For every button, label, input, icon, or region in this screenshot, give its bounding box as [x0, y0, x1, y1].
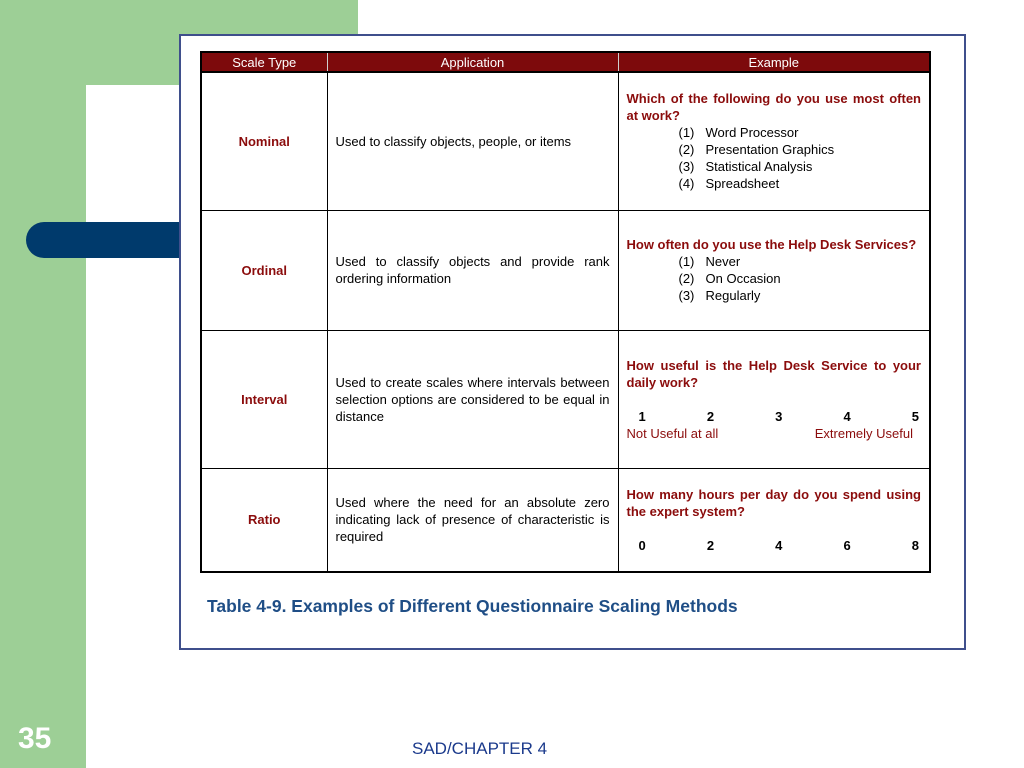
option-item: [627, 253, 922, 270]
scale-value: 5: [911, 408, 919, 424]
scale-type-cell: Nominal: [201, 72, 327, 210]
option-text: Never: [705, 254, 741, 269]
example-question: How many hours per day do you spend using the expert system?: [626, 486, 921, 519]
scale-numbers: [627, 408, 922, 425]
table-row: [201, 468, 930, 572]
scale-type-cell: Ratio: [201, 468, 327, 572]
scale-value: 2: [706, 408, 715, 424]
scale-high-label: Extremely Useful: [814, 425, 913, 441]
scale-numbers: [627, 537, 922, 554]
option-text: Statistical Analysis: [705, 159, 813, 175]
option-number: (1): [678, 254, 695, 269]
example-cell: [618, 468, 930, 572]
option-number: (3): [678, 288, 695, 303]
header-example: Example: [618, 52, 930, 72]
option-number: (3): [678, 159, 695, 175]
option-text: Spreadsheet: [705, 176, 780, 192]
table-row: [201, 72, 930, 210]
application-cell: Used where the need for an absolute zero indicating lack of presence of characteristic is required: [327, 468, 618, 572]
option-text: On Occasion: [705, 271, 781, 286]
option-number: (2): [678, 271, 695, 286]
application-cell: Used to create scales where intervals between selection options are considered to be equal in distance: [327, 330, 618, 468]
example-question: How often do you use the Help Desk Services?: [626, 237, 917, 252]
table-row: [201, 210, 930, 330]
option-item: [627, 141, 922, 158]
option-item: [627, 124, 922, 141]
header-scale-type: Scale Type: [201, 52, 327, 72]
option-item: [627, 158, 922, 175]
table-caption: Table 4-9. Examples of Different Questionnaire Scaling Methods: [207, 596, 738, 616]
example-cell: [618, 210, 930, 330]
scale-value: 2: [706, 537, 715, 553]
scale-value: 6: [843, 537, 851, 553]
table-header-row: [201, 52, 930, 72]
footer-text: SAD/CHAPTER 4: [412, 739, 548, 758]
scale-value: 4: [843, 408, 851, 424]
scale-value: 4: [775, 537, 783, 553]
option-text: Regularly: [705, 288, 761, 303]
scale-value: 1: [638, 408, 646, 424]
option-item: [627, 270, 922, 287]
option-text: Presentation Graphics: [705, 142, 835, 158]
scale-type-cell: Interval: [201, 330, 327, 468]
scale-value: 0: [638, 537, 646, 553]
left-green-band: [0, 0, 86, 768]
application-cell: Used to classify objects, people, or items: [327, 72, 618, 210]
example-cell: [618, 330, 930, 468]
header-application: Application: [327, 52, 618, 72]
scale-type-cell: Ordinal: [201, 210, 327, 330]
scale-value: 3: [775, 408, 783, 424]
example-cell: [618, 72, 930, 210]
option-number: (4): [678, 176, 695, 192]
option-text: Word Processor: [705, 125, 799, 141]
application-cell: Used to classify objects and provide rank ordering information: [327, 210, 618, 330]
example-question: How useful is the Help Desk Service to your daily work?: [626, 357, 921, 390]
page-number: 35: [18, 722, 52, 755]
option-item: [627, 175, 922, 192]
blue-accent-bar: [26, 222, 186, 258]
scale-value: 8: [911, 537, 919, 553]
scale-low-label: Not Useful at all: [626, 425, 719, 441]
option-number: (1): [678, 125, 695, 141]
table-row: [201, 330, 930, 468]
option-number: (2): [678, 142, 695, 158]
scale-labels: [627, 425, 922, 442]
scaling-methods-table: [200, 51, 931, 573]
example-question: Which of the following do you use most often at work?: [626, 91, 921, 124]
option-item: [627, 287, 922, 304]
